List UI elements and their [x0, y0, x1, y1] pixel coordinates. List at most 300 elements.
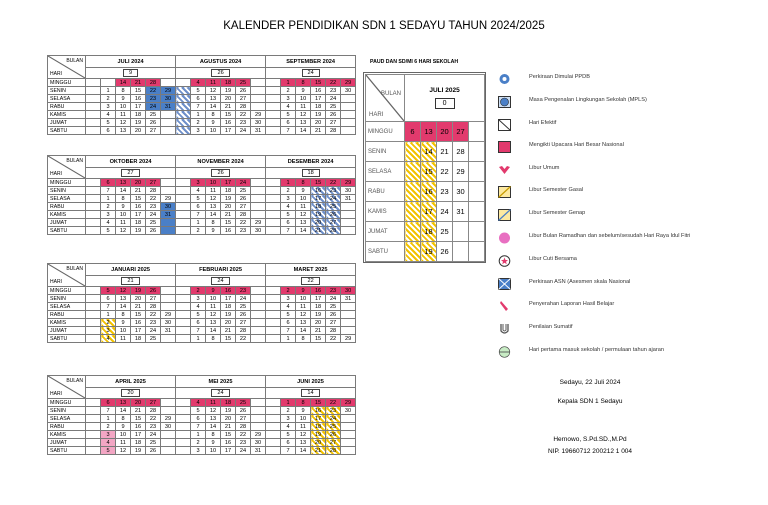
corner-cell [48, 264, 86, 287]
date-cell [266, 327, 281, 335]
date-cell [341, 423, 356, 431]
week-row [48, 219, 356, 227]
date-cell [161, 407, 176, 415]
date-cell: 5 [101, 119, 116, 127]
date-cell: 6 [191, 95, 206, 103]
date-cell: 12 [296, 431, 311, 439]
date-cell [341, 95, 356, 103]
day-name: JUMAT [48, 439, 86, 447]
paud-day-name: SABTU [366, 242, 405, 262]
date-cell: 13 [116, 295, 131, 303]
sign-role: Kepala SDN 1 Sedayu [557, 398, 623, 405]
date-cell: 8 [296, 179, 311, 187]
week-row [48, 103, 356, 111]
date-cell: 31 [251, 127, 266, 135]
date-cell: 11 [296, 303, 311, 311]
date-cell: 11 [116, 335, 131, 343]
date-cell: 29 [251, 111, 266, 119]
date-cell: 15 [311, 179, 326, 187]
paud-corner-cell [366, 75, 405, 122]
date-cell: 22 [326, 179, 341, 187]
legend-item [498, 185, 738, 197]
date-cell: 14 [116, 187, 131, 195]
date-cell: 23 [326, 87, 341, 95]
date-cell: 10 [116, 327, 131, 335]
week-row [48, 399, 356, 407]
date-cell: 12 [116, 287, 131, 295]
paud-date-cell: 28 [453, 142, 469, 162]
date-cell: 31 [161, 211, 176, 219]
date-cell: 9 [296, 287, 311, 295]
legend-item [498, 140, 738, 152]
date-cell: 25 [146, 111, 161, 119]
paud-day-name: SENIN [366, 142, 405, 162]
date-cell: 13 [206, 319, 221, 327]
date-cell: 3 [101, 103, 116, 111]
paud-date-cell: 29 [453, 162, 469, 182]
week-row [48, 423, 356, 431]
paud-date-cell: 24 [437, 202, 453, 222]
date-cell: 4 [281, 203, 296, 211]
effective-days-count: 24 [176, 276, 266, 287]
legend-item [498, 231, 738, 243]
day-name: SELASA [48, 303, 86, 311]
date-cell: 7 [191, 423, 206, 431]
date-cell [251, 203, 266, 211]
date-cell [176, 111, 191, 119]
date-cell: 5 [281, 311, 296, 319]
date-cell: 2 [101, 319, 116, 327]
date-cell: 24 [236, 179, 251, 187]
date-cell: 2 [281, 407, 296, 415]
paud-date-cell: 30 [453, 182, 469, 202]
date-cell: 7 [281, 227, 296, 235]
date-cell [86, 187, 101, 195]
date-cell [251, 287, 266, 295]
date-cell [266, 407, 281, 415]
week-row [48, 287, 356, 295]
legend-item [498, 163, 738, 175]
date-cell: 26 [146, 447, 161, 455]
date-cell: 26 [236, 311, 251, 319]
week-row [48, 327, 356, 335]
date-cell [266, 311, 281, 319]
week-row [48, 95, 356, 103]
legend-item [498, 72, 738, 84]
day-name: SENIN [48, 87, 86, 95]
date-cell [176, 203, 191, 211]
date-cell: 30 [341, 287, 356, 295]
date-cell: 1 [101, 87, 116, 95]
date-cell: 1 [281, 399, 296, 407]
effective-days-count: 21 [86, 276, 176, 287]
bulan-label: BULAN [66, 378, 83, 384]
date-cell: 6 [101, 127, 116, 135]
date-cell: 20 [131, 295, 146, 303]
date-cell: 29 [251, 431, 266, 439]
date-cell [251, 303, 266, 311]
date-cell: 19 [311, 311, 326, 319]
date-cell: 1 [281, 79, 296, 87]
date-cell: 27 [236, 95, 251, 103]
date-cell [266, 431, 281, 439]
date-cell: 20 [311, 319, 326, 327]
paud-date-cell: 25 [437, 222, 453, 242]
paud-date-cell: 22 [437, 162, 453, 182]
date-cell: 26 [326, 111, 341, 119]
date-cell: 23 [146, 423, 161, 431]
date-cell: 19 [131, 119, 146, 127]
odd-semester-icon [498, 185, 511, 197]
date-cell: 15 [131, 311, 146, 319]
date-cell: 7 [281, 127, 296, 135]
date-cell: 7 [191, 211, 206, 219]
date-cell [86, 407, 101, 415]
date-cell: 5 [281, 111, 296, 119]
date-cell: 4 [101, 111, 116, 119]
date-cell: 1 [101, 415, 116, 423]
date-cell: 19 [131, 287, 146, 295]
date-cell: 7 [191, 327, 206, 335]
mpls-icon [498, 95, 511, 107]
date-cell: 7 [101, 407, 116, 415]
date-cell [86, 431, 101, 439]
joint-leave-icon [498, 254, 511, 266]
date-cell: 15 [221, 335, 236, 343]
date-cell: 14 [116, 407, 131, 415]
date-cell [176, 407, 191, 415]
date-cell: 29 [341, 179, 356, 187]
paud-date-cell [405, 242, 421, 262]
date-cell: 28 [236, 327, 251, 335]
date-cell: 2 [191, 119, 206, 127]
paud-date-cell: 6 [405, 122, 421, 142]
date-cell: 30 [161, 423, 176, 431]
date-cell [86, 327, 101, 335]
date-cell: 20 [311, 439, 326, 447]
legend-label: Libur Semester Genap [529, 210, 586, 216]
date-cell: 21 [311, 327, 326, 335]
date-cell: 12 [206, 195, 221, 203]
legend-item [498, 345, 738, 357]
date-cell [86, 311, 101, 319]
date-cell: 24 [146, 103, 161, 111]
date-cell: 21 [221, 103, 236, 111]
week-row [48, 295, 356, 303]
date-cell: 8 [206, 111, 221, 119]
date-cell: 18 [221, 399, 236, 407]
effective-days-count: 24 [176, 388, 266, 399]
date-cell: 1 [281, 179, 296, 187]
date-cell: 26 [236, 407, 251, 415]
paud-month-name: JULI 2025 [429, 87, 460, 94]
date-cell: 17 [131, 103, 146, 111]
paud-day-name: JUMAT [366, 222, 405, 242]
date-cell: 31 [161, 103, 176, 111]
date-cell: 30 [161, 203, 176, 211]
paud-date-cell [469, 242, 485, 262]
date-cell: 19 [311, 211, 326, 219]
date-cell: 4 [281, 103, 296, 111]
date-cell [251, 187, 266, 195]
date-cell: 18 [311, 423, 326, 431]
date-cell: 20 [311, 219, 326, 227]
date-cell: 29 [161, 415, 176, 423]
date-cell: 10 [116, 211, 131, 219]
paud-calendar [363, 72, 486, 263]
date-cell [86, 79, 101, 87]
date-cell: 21 [221, 423, 236, 431]
date-cell [266, 79, 281, 87]
date-cell: 9 [116, 203, 131, 211]
paud-date-cell [405, 162, 421, 182]
date-cell: 2 [101, 423, 116, 431]
paud-bulan-label: BULAN [380, 91, 401, 97]
date-cell: 28 [326, 127, 341, 135]
date-cell: 9 [206, 119, 221, 127]
date-cell: 2 [281, 287, 296, 295]
date-cell: 7 [191, 103, 206, 111]
date-cell: 27 [236, 415, 251, 423]
date-cell: 6 [191, 203, 206, 211]
date-cell [266, 211, 281, 219]
date-cell: 12 [296, 111, 311, 119]
date-cell: 20 [221, 203, 236, 211]
date-cell: 18 [221, 187, 236, 195]
date-cell: 21 [311, 227, 326, 235]
bulan-label: BULAN [66, 58, 83, 64]
date-cell [266, 203, 281, 211]
date-cell [176, 415, 191, 423]
date-cell [341, 127, 356, 135]
day-name: MINGGU [48, 399, 86, 407]
date-cell: 30 [251, 439, 266, 447]
day-name: MINGGU [48, 179, 86, 187]
month-name: APRIL 2025 [86, 376, 176, 388]
date-cell: 23 [236, 439, 251, 447]
date-cell [176, 227, 191, 235]
date-cell: 5 [191, 311, 206, 319]
date-cell: 9 [116, 423, 131, 431]
date-cell [341, 439, 356, 447]
legend-item [498, 322, 738, 334]
date-cell: 23 [236, 119, 251, 127]
legend-label: Mengikti Upacara Hari Besar Nasional [529, 142, 624, 148]
date-cell: 6 [101, 295, 116, 303]
date-cell: 9 [296, 407, 311, 415]
day-name: SELASA [48, 195, 86, 203]
date-cell: 28 [236, 103, 251, 111]
date-cell: 27 [146, 399, 161, 407]
date-cell [86, 195, 101, 203]
date-cell: 30 [251, 119, 266, 127]
ppdb-icon [498, 72, 511, 84]
date-cell: 13 [296, 119, 311, 127]
date-cell: 14 [296, 227, 311, 235]
day-name: SENIN [48, 407, 86, 415]
date-cell: 16 [221, 119, 236, 127]
date-cell: 28 [326, 327, 341, 335]
paud-date-cell: 19 [421, 242, 437, 262]
date-cell [341, 227, 356, 235]
date-cell [161, 219, 176, 227]
legend-label: Penilaian Sumatif [529, 324, 573, 330]
date-cell [161, 79, 176, 87]
date-cell: 14 [206, 211, 221, 219]
date-cell: 5 [281, 431, 296, 439]
date-cell: 25 [326, 203, 341, 211]
date-cell [251, 415, 266, 423]
date-cell: 14 [296, 327, 311, 335]
effective-days-count: 22 [266, 276, 356, 287]
date-cell: 2 [191, 227, 206, 235]
month-name: JANUARI 2025 [86, 264, 176, 276]
paud-week-row [366, 242, 485, 262]
ramadan-icon [498, 231, 511, 243]
date-cell [251, 79, 266, 87]
paud-date-cell [453, 242, 469, 262]
bulan-label: BULAN [66, 266, 83, 272]
date-cell: 11 [206, 79, 221, 87]
date-cell [266, 303, 281, 311]
legend-label: Libur Bulan Ramadhan dan sebelum/sesudah Hari Raya Idul Fitri [529, 233, 691, 239]
date-cell [341, 447, 356, 455]
date-cell: 27 [326, 219, 341, 227]
date-cell [251, 423, 266, 431]
date-cell: 7 [101, 303, 116, 311]
date-cell: 16 [221, 227, 236, 235]
date-cell: 3 [191, 295, 206, 303]
date-cell: 3 [191, 179, 206, 187]
date-cell: 15 [311, 79, 326, 87]
day-name: SABTU [48, 227, 86, 235]
date-cell [251, 311, 266, 319]
date-cell: 23 [326, 287, 341, 295]
date-cell: 26 [146, 119, 161, 127]
date-cell: 8 [206, 335, 221, 343]
date-cell [161, 111, 176, 119]
date-cell: 2 [191, 287, 206, 295]
date-cell [266, 87, 281, 95]
date-cell [86, 423, 101, 431]
date-cell [86, 219, 101, 227]
date-cell: 17 [311, 195, 326, 203]
date-cell [266, 187, 281, 195]
paud-date-cell: 15 [421, 162, 437, 182]
date-cell: 25 [326, 103, 341, 111]
paud-week-row [366, 222, 485, 242]
paud-date-cell: 18 [421, 222, 437, 242]
date-cell: 24 [236, 295, 251, 303]
date-cell [161, 227, 176, 235]
paud-date-cell [405, 142, 421, 162]
month-name: JUNI 2025 [266, 376, 356, 388]
date-cell: 14 [116, 303, 131, 311]
date-cell [251, 179, 266, 187]
effective-days-count: 26 [176, 68, 266, 79]
week-row [48, 431, 356, 439]
report-icon [498, 299, 511, 311]
date-cell: 21 [311, 127, 326, 135]
date-cell: 4 [101, 219, 116, 227]
date-cell: 31 [251, 447, 266, 455]
corner-cell [48, 156, 86, 179]
day-name: RABU [48, 103, 86, 111]
date-cell: 18 [131, 439, 146, 447]
date-cell: 10 [296, 415, 311, 423]
date-cell: 27 [326, 439, 341, 447]
date-cell: 21 [131, 303, 146, 311]
date-cell: 26 [146, 227, 161, 235]
date-cell: 12 [116, 119, 131, 127]
date-cell [86, 227, 101, 235]
date-cell: 12 [206, 87, 221, 95]
date-cell: 11 [116, 219, 131, 227]
week-row [48, 195, 356, 203]
paud-date-cell [469, 122, 485, 142]
date-cell: 5 [101, 287, 116, 295]
paud-date-cell [469, 142, 485, 162]
date-cell: 26 [236, 87, 251, 95]
date-cell: 28 [146, 79, 161, 87]
date-cell [266, 127, 281, 135]
date-cell: 8 [296, 399, 311, 407]
date-cell: 17 [311, 95, 326, 103]
date-cell: 22 [236, 431, 251, 439]
date-cell: 28 [146, 187, 161, 195]
date-cell [176, 311, 191, 319]
sign-nip: NIP. 19660712 200212 1 004 [547, 448, 633, 455]
month-name: SEPTEMBER 2024 [266, 56, 356, 68]
date-cell: 19 [311, 111, 326, 119]
date-cell: 15 [221, 431, 236, 439]
date-cell: 31 [341, 295, 356, 303]
date-cell: 19 [221, 407, 236, 415]
date-cell: 3 [191, 127, 206, 135]
date-cell: 11 [296, 203, 311, 211]
date-cell [161, 127, 176, 135]
day-name: JUMAT [48, 327, 86, 335]
date-cell: 27 [146, 127, 161, 135]
date-cell: 25 [146, 335, 161, 343]
legend-item [498, 277, 738, 289]
day-name: KAMIS [48, 111, 86, 119]
date-cell: 15 [221, 111, 236, 119]
date-cell: 18 [311, 203, 326, 211]
paud-week-row [366, 202, 485, 222]
date-cell: 19 [131, 447, 146, 455]
day-name: MINGGU [48, 79, 86, 87]
legend-label: Masa Pengenalan Lingkungan Sekolah (MPLS) [529, 97, 647, 103]
date-cell [176, 195, 191, 203]
hari-label: HARI [50, 171, 62, 177]
date-cell: 11 [206, 187, 221, 195]
date-cell: 21 [221, 211, 236, 219]
date-cell: 4 [101, 439, 116, 447]
date-cell: 2 [191, 439, 206, 447]
date-cell: 18 [311, 303, 326, 311]
date-cell: 17 [131, 211, 146, 219]
week-row [48, 227, 356, 235]
date-cell: 8 [116, 195, 131, 203]
effective-days-count: 20 [86, 388, 176, 399]
date-cell: 16 [131, 95, 146, 103]
week-row [48, 119, 356, 127]
date-cell [341, 119, 356, 127]
date-cell: 25 [236, 79, 251, 87]
date-cell [86, 415, 101, 423]
date-cell: 31 [341, 195, 356, 203]
